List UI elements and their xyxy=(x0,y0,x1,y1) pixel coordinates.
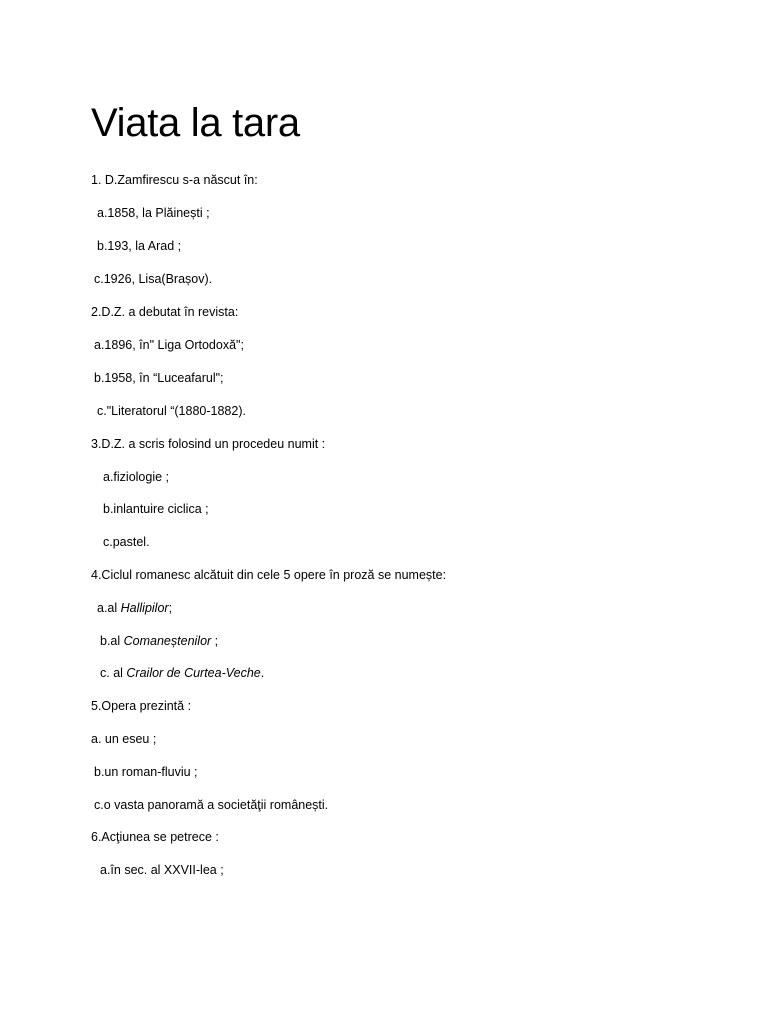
answer-4a-title: Hallipilor xyxy=(120,601,169,615)
answer-2a: a.1896, în" Liga Ortodoxă"; xyxy=(94,338,244,352)
answer-4b xyxy=(100,633,218,649)
answer-4a xyxy=(97,600,172,616)
question-6: 6.Acţiunea se petrece : xyxy=(91,830,219,844)
answer-4c-suffix: . xyxy=(260,666,265,680)
answer-1c: c.1926, Lisa(Brașov). xyxy=(94,272,213,286)
answer-3a: a.fiziologie ; xyxy=(103,470,170,484)
answer-5b: b.un roman-fluviu ; xyxy=(94,765,198,779)
answer-1b: b.193, la Arad ; xyxy=(97,239,182,253)
answer-4b-title: Comaneștenilor xyxy=(123,634,212,648)
answer-4a-prefix: a.al xyxy=(97,601,121,615)
answer-2b: b.1958, în “Luceafarul"; xyxy=(94,371,224,385)
answer-3c: c.pastel. xyxy=(103,535,150,549)
answer-5c: c.o vasta panoramă a societăţii românești. xyxy=(94,798,329,812)
answer-4c-title: Crailor de Curtea-Veche xyxy=(126,666,261,680)
document-title: Viata la tara xyxy=(91,101,300,145)
answer-4b-prefix: b.al xyxy=(100,634,124,648)
question-2: 2.D.Z. a debutat în revista: xyxy=(91,305,239,319)
question-4: 4.Ciclul romanesc alcătuit din cele 5 opere în proză se numește: xyxy=(91,568,447,582)
question-5: 5.Opera prezintă : xyxy=(91,699,192,713)
answer-4b-suffix: ; xyxy=(211,634,219,648)
question-1: 1. D.Zamfirescu s-a născut în: xyxy=(91,173,258,187)
question-3: 3.D.Z. a scris folosind un procedeu numit : xyxy=(91,437,326,451)
answer-4c-prefix: c. al xyxy=(100,666,127,680)
answer-6a: a.în sec. al XXVII-lea ; xyxy=(100,863,224,877)
answer-5a: a. un eseu ; xyxy=(91,732,157,746)
answer-3b: b.inlantuire ciclica ; xyxy=(103,502,209,516)
answer-4c xyxy=(100,665,264,681)
answer-4a-suffix: ; xyxy=(168,601,173,615)
answer-2c: c."Literatorul “(1880-1882). xyxy=(97,404,246,418)
answer-1a: a.1858, la Plăinești ; xyxy=(97,206,210,220)
